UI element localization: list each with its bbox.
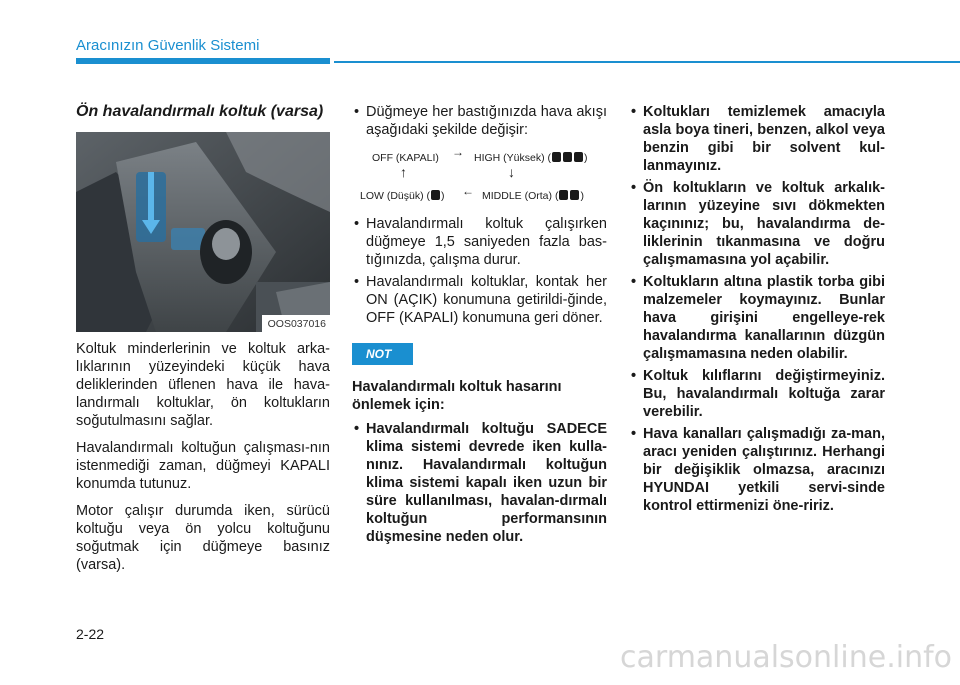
paragraph: Koltuk minderlerinin ve koltuk arka-lıklarının yüzeyindeki küçük hava deliklerinden üflenen hava ile hava-landırmalı koltuklar, ön koltukların soğutulmasını sağlar. [76, 341, 330, 429]
console-illustration [76, 132, 330, 332]
header-rule-thin [334, 61, 960, 63]
arrow-right-icon: → [452, 145, 464, 159]
arrow-down-icon: ↓ [508, 164, 515, 180]
subsection-title: Ön havalandırmalı koltuk (varsa) [76, 103, 324, 120]
note-heading: Havalandırmalı koltuk hasarını önlemek için: [352, 379, 562, 413]
seat-icons-high: ( ) [547, 152, 588, 164]
header-rule-thick [76, 58, 330, 64]
paragraph: Motor çalışır durumda iken, sürücü koltuğu veya ön yolcu koltuğunu soğutmak için düğmeye basınız (varsa). [76, 503, 330, 573]
flow-middle-label: MIDDLE (Orta) [482, 190, 553, 202]
column-1 [76, 103, 330, 583]
bullet-item: • Havalandırmalı koltuklar, kontak her ON (AÇIK) konumuna getirildi-ğinde, OFF (KAPALI) konumuna geri döner. [352, 273, 607, 327]
paragraph: Havalandırmalı koltuğun çalışması-nın istenmediği zaman, düğmeyi KAPALI konumda tutunuz. [76, 440, 330, 492]
figure-code: OOS037016 [262, 315, 330, 332]
caution-bullet-item: • Ön koltukların ve koltuk arkalık-larının yüzeyine sıvı dökmekten kaçınınız; bu, havalandırma de-liklerinin tıkanmasına ve doğru çalışmamasına yol açabilir. [629, 179, 885, 269]
column-2 [352, 103, 607, 550]
watermark: carmanualsonline.info [620, 640, 952, 675]
seat-icons-middle: ( ) [554, 190, 584, 202]
flow-low-label: LOW (Düşük) [360, 190, 424, 202]
page-number: 2-22 [76, 626, 105, 642]
seat-icons-low: ( ) [426, 190, 445, 202]
note-bullet-item: • Havalandırmalı koltuğu SADECE klima sistemi devrede iken kulla-nınız. Havalandırmalı koltuğun klima sistemi kapalı iken uzun bir süre kullanılması, havalan-dırmalı koltuğun performansının düşmesine neden olur. [352, 420, 607, 546]
caution-bullet-item: • Koltukların altına plastik torba gibi malzemeler koymayınız. Bunlar hava girişini engelleye-rek havalandırma kanallarının düzgün çalışmamasına neden olabilir. [629, 273, 885, 363]
column-3 [629, 103, 885, 519]
bullet-item: • Düğmeye her bastığınızda hava akışı aşağıdaki şekilde değişir: [352, 103, 607, 139]
bullet-item: • Havalandırmalı koltuk çalışırken düğmeye 1,5 saniyeden fazla bas-tığınızda, çalışma durur. [352, 215, 607, 269]
caution-bullet-item: • Koltukları temizlemek amacıyla asla boya tineri, benzen, alkol veya benzin gibi bir solvent kul-lanmayınız. [629, 103, 885, 175]
arrow-up-icon: ↑ [400, 164, 407, 180]
note-badge: NOT [352, 343, 413, 365]
caution-bullet-item: • Koltuk kılıflarını değiştirmeyiniz. Bu, havalandırmalı koltuğa zarar verebilir. [629, 367, 885, 421]
arrow-left-icon: ← [462, 184, 474, 198]
caution-bullet-item: • Hava kanalları çalışmadığı za-man, aracı yeniden çalıştırınız. Herhangi bir değişiklik olmazsa, aracınızı HYUNDAI yetkili servi-sinde kontrol ettirmenizi öne-ririz. [629, 425, 885, 515]
section-title: Aracınızın Güvenlik Sistemi [76, 37, 260, 54]
ventilated-seat-figure [76, 132, 330, 332]
flow-high-label: HIGH (Yüksek) [474, 152, 545, 164]
flow-off-label: OFF (KAPALI) [372, 152, 439, 164]
